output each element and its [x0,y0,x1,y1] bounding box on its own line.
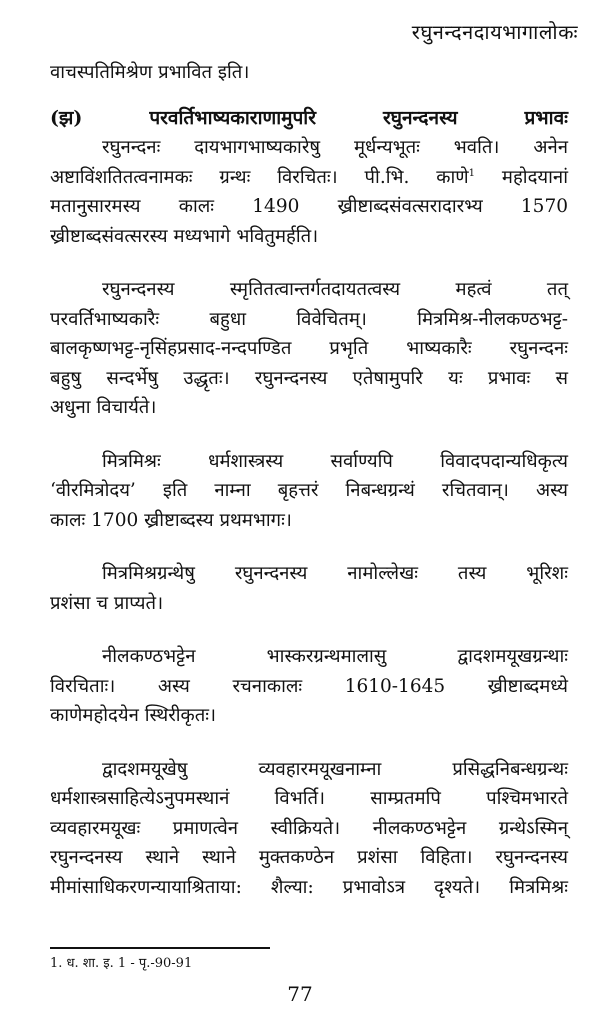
footnote: 1. ध. शा. इ. 1 - पृ.-90-91 [50,956,193,971]
section-heading: (झ) परवर्तिभाष्यकाराणामुपरि रघुनन्दनस्य प्रभावः [50,106,568,129]
text-line: रघुनन्दनस्य स्थाने स्थाने मुक्तकण्ठेन प्रशंसा विहिता। रघुनन्दनस्य [50,847,568,868]
text-line: विरचिताः। अस्य रचनाकालः 1610-1645 ख्रीष्टाब्दमध्ये [50,675,568,697]
text-line: मीमांसाधिकरणन्यायाश्रिताया: शैल्या: प्रभावोऽत्र दृश्यते। मित्रमिश्रः [50,876,568,898]
text-line: द्वादशमयूखेषु व्यवहारमयूखनाम्ना प्रसिद्धनिबन्धग्रन्थः [102,758,568,780]
text-line: मित्रमिश्रः धर्मशास्त्रस्य सर्वाण्यपि विवादपदान्यधिकृत्य [102,450,568,472]
text-line: प्रशंसा च प्राप्यते। [50,592,164,614]
text-line: मित्रमिश्रग्रन्थेषु रघुनन्दनस्य नामोल्लेखः तस्य भूरिशः [102,563,568,584]
text-line: वाचस्पतिमिश्रेण प्रभावित इति। [50,62,250,83]
text-line: रघुनन्दनः दायभागभाष्यकारेषु मूर्धन्यभूतः भवति। अनेन [102,137,568,158]
paragraph-6 [50,755,568,903]
text-line: कालः 1700 ख्रीष्टाब्दस्य प्रथमभागः। [50,509,292,531]
text-line: अधुना विचार्यते। [50,397,157,418]
page-number: 77 [287,982,313,1006]
footnote-marker: 1 [468,167,476,179]
text-line: रघुनन्दनस्य स्मृतितत्वान्तर्गतदायतत्वस्य महत्वं तत् [102,279,568,300]
text-line: नीलकण्ठभट्टेन भास्करग्रन्थमालासु द्वादशमयूखग्रन्थाः [102,646,568,667]
text-line: ख्रीष्टाब्दसंवत्सरस्य मध्यभागे भवितुमर्हति। [50,225,319,247]
text-line: बालकृष्णभट्ट-नृसिंहप्रसाद-नन्दपण्डित प्रभृति भाष्यकारैः रघुनन्दनः [50,338,568,359]
running-header: रघुनन्दनदायभागालोकः [411,20,578,44]
text-line: व्यवहारमयूखः प्रमाणत्वेन स्वीक्रियते। नीलकण्ठभट्टेन ग्रन्थेऽस्मिन् [50,817,568,839]
text-segment: अष्टाविंशतितत्वनामकः ग्रन्थः विरचितः। पी.भि. काणे [50,166,469,188]
paragraph-3 [50,447,568,536]
text-line: ‘वीरमित्रोदय’ इति नाम्ना बृहत्तरं निबन्धग्रन्थं रचितवान्। अस्य [50,480,568,501]
text-line: मतानुसारमस्य कालः 1490 ख्रीष्टाब्दसंवत्सरादारभ्य 1570 [50,196,568,217]
paragraph-4 [50,559,568,618]
text-line: धर्मशास्त्रसाहित्येऽनुपमस्थानं विभर्ति। साम्प्रतमपि पश्चिमभारते [50,788,568,809]
text-line: बहुषु सन्दर्भेषु उद्धृतः। रघुनन्दनस्य एतेषामुपरि यः प्रभावः स [50,367,568,389]
text-line: परवर्तिभाष्यकारैः बहुधा विवेचितम्। मित्रमिश्र-नीलकण्ठभट्ट- [50,308,568,330]
paragraph-1 [50,133,568,251]
paragraph-5 [50,642,568,731]
footnote-divider [50,947,270,949]
text-line: काणेमहोदयेन स्थिरीकृतः। [50,705,217,726]
paragraph-2 [50,275,568,423]
text-line-with-footnote [50,163,568,193]
body-text [50,58,568,902]
text-segment: महोदयानां [475,166,568,188]
